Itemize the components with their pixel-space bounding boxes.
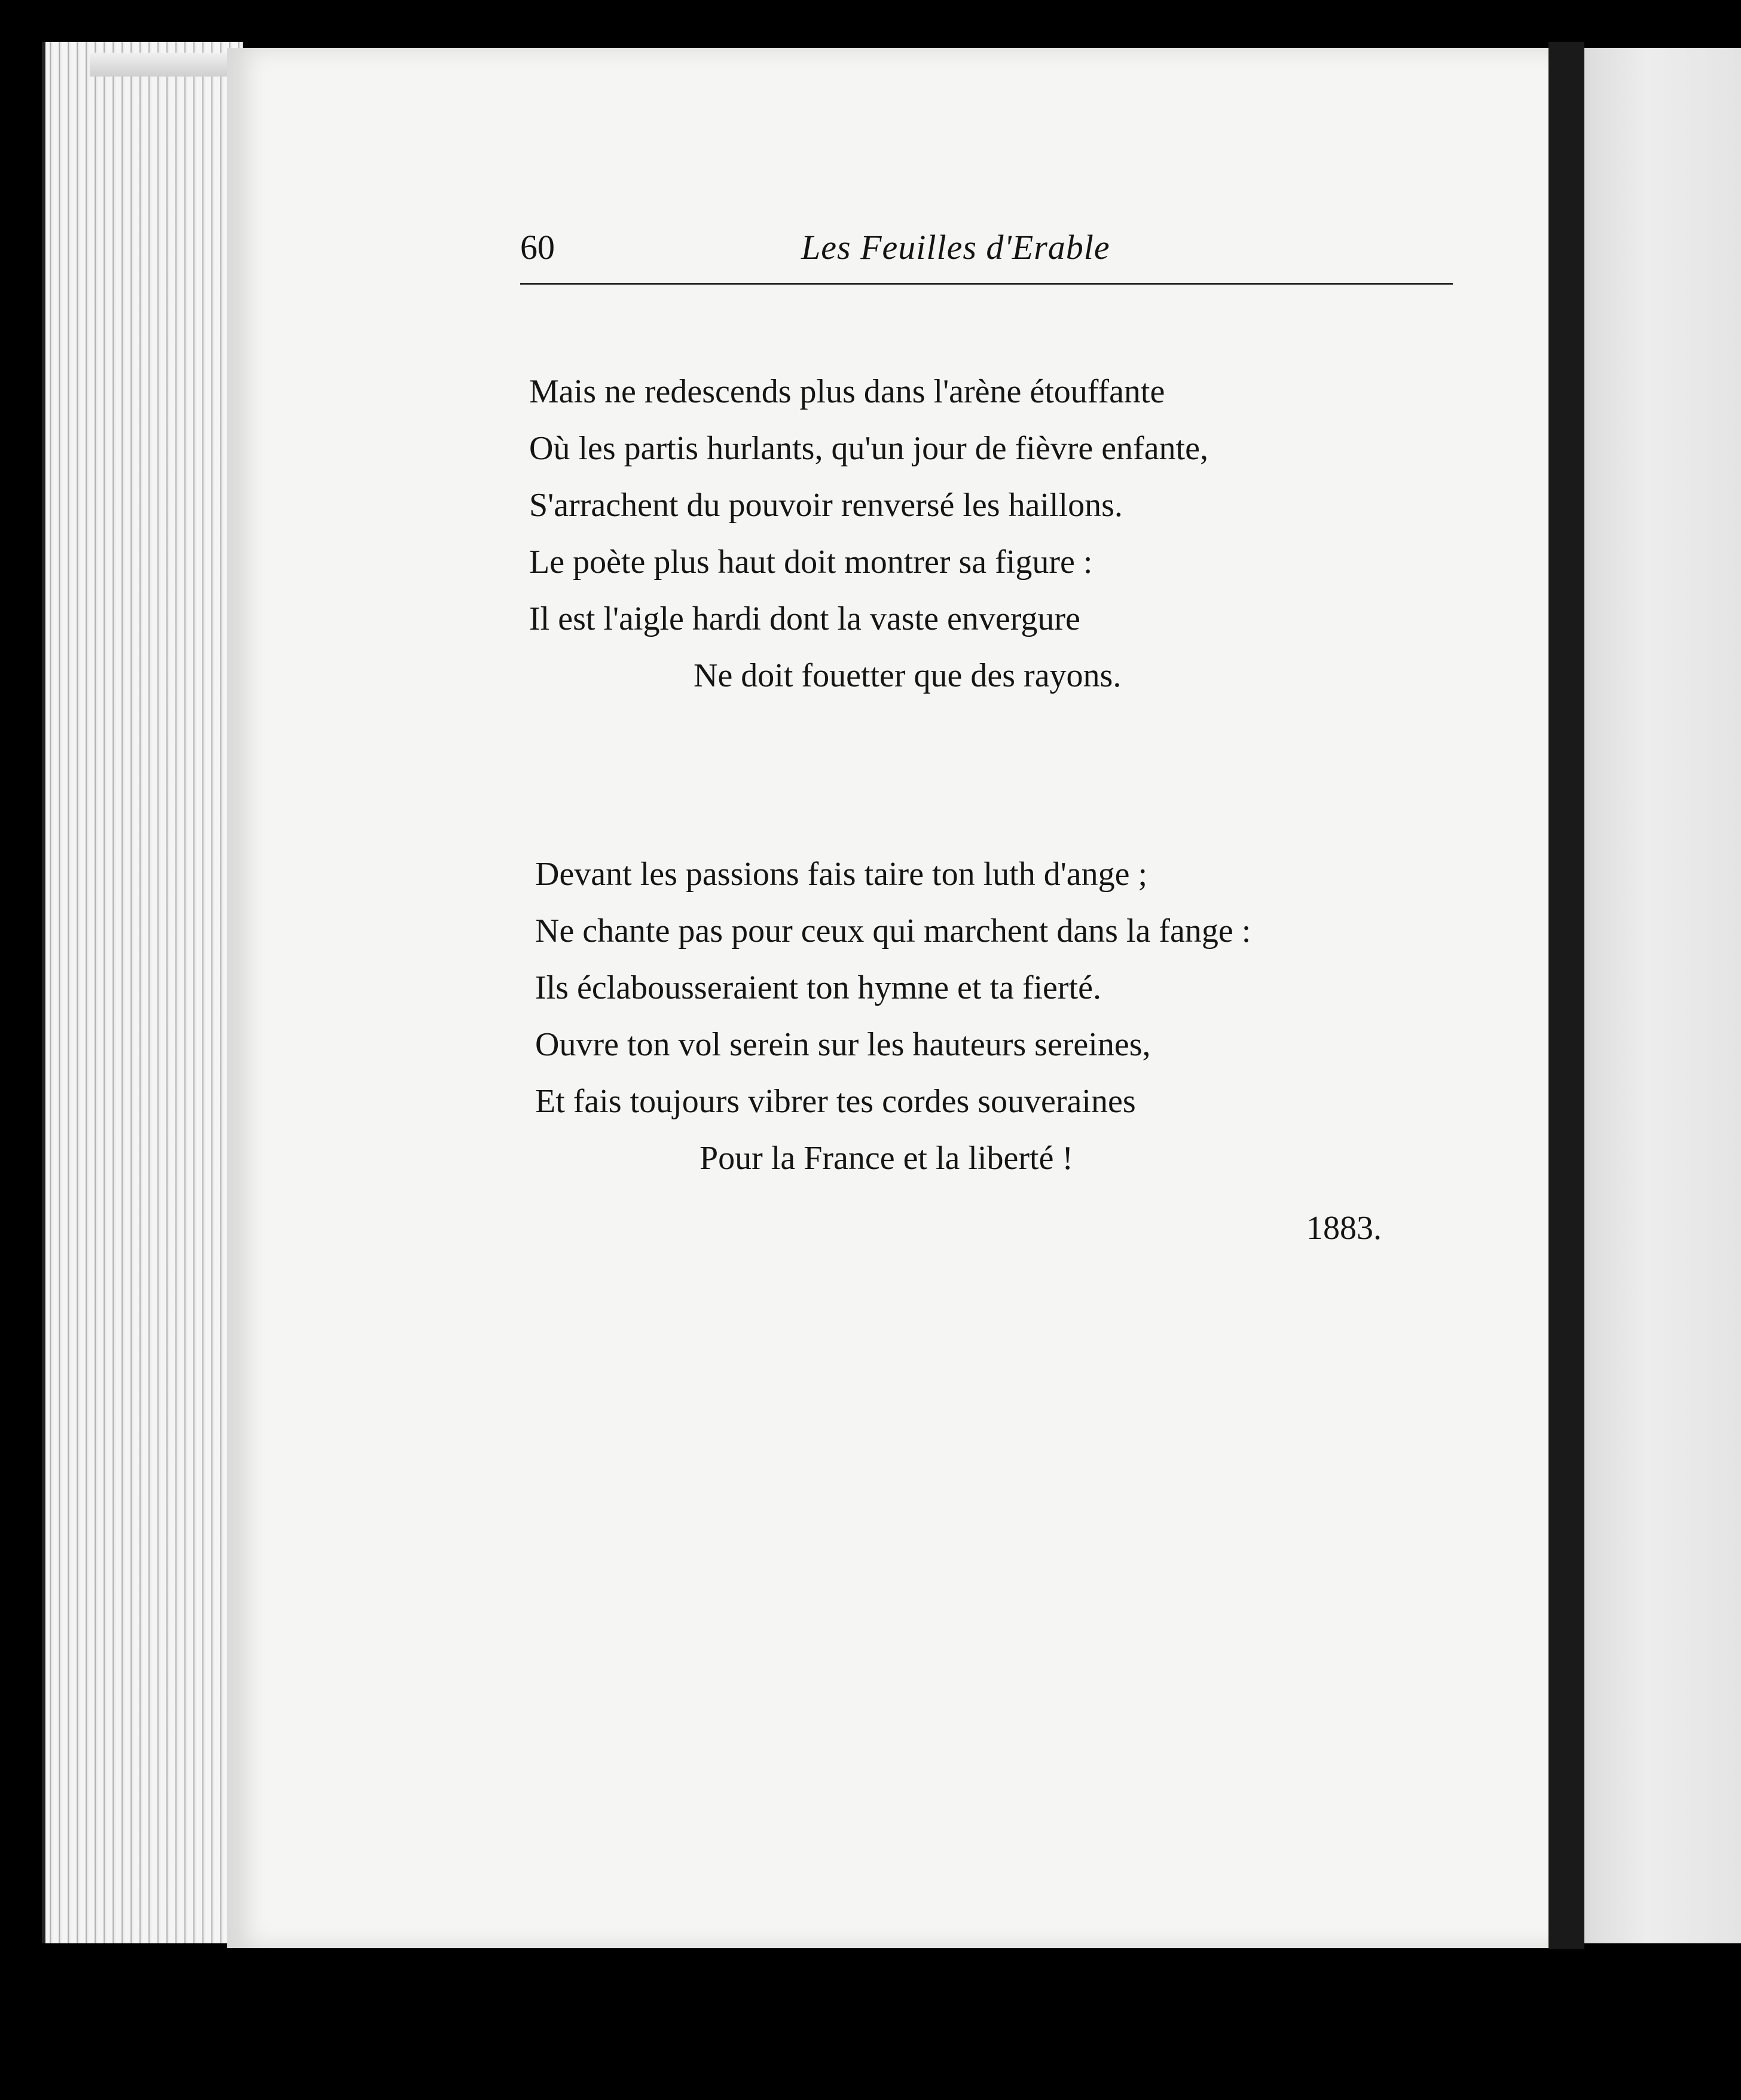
verse-line-indented: Pour la France et la liberté ! (700, 1140, 1074, 1177)
verse-line: Ne chante pas pour ceux qui marchent dans la fange : (535, 912, 1251, 950)
verse-line: Et fais toujours vibrer tes cordes souveraines (535, 1083, 1136, 1120)
verse-line: Ils éclabousseraient ton hymne et ta fierté. (535, 969, 1101, 1006)
verse-line: Il est l'aigle hardi dont la vaste envergure (529, 600, 1080, 637)
verse-line-indented: Ne doit fouetter que des rayons. (694, 657, 1122, 694)
page-edges-top (90, 53, 239, 77)
stanza-1 (529, 364, 1208, 704)
verse-line: Devant les passions fais taire ton luth d'ange ; (535, 856, 1148, 893)
verse-line: Où les partis hurlants, qu'un jour de fièvre enfante, (529, 430, 1208, 467)
verse-line: Le poète plus haut doit montrer sa figure : (529, 544, 1093, 581)
facing-page (1584, 48, 1741, 1943)
verse-line: Ouvre ton vol serein sur les hauteurs sereines, (535, 1026, 1151, 1063)
header-rule (520, 283, 1453, 285)
page-header (520, 227, 1453, 287)
running-head: Les Feuilles d'Erable (801, 228, 1110, 267)
stanza-2 (535, 846, 1251, 1187)
poem-date: 1883. (1306, 1210, 1382, 1247)
verse-line: S'arrachent du pouvoir renversé les haillons. (529, 487, 1123, 524)
page-edges (42, 42, 243, 1943)
verse-line: Mais ne redescends plus dans l'arène étouffante (529, 373, 1165, 410)
book-gutter (1548, 42, 1584, 1949)
page-number: 60 (520, 228, 555, 267)
